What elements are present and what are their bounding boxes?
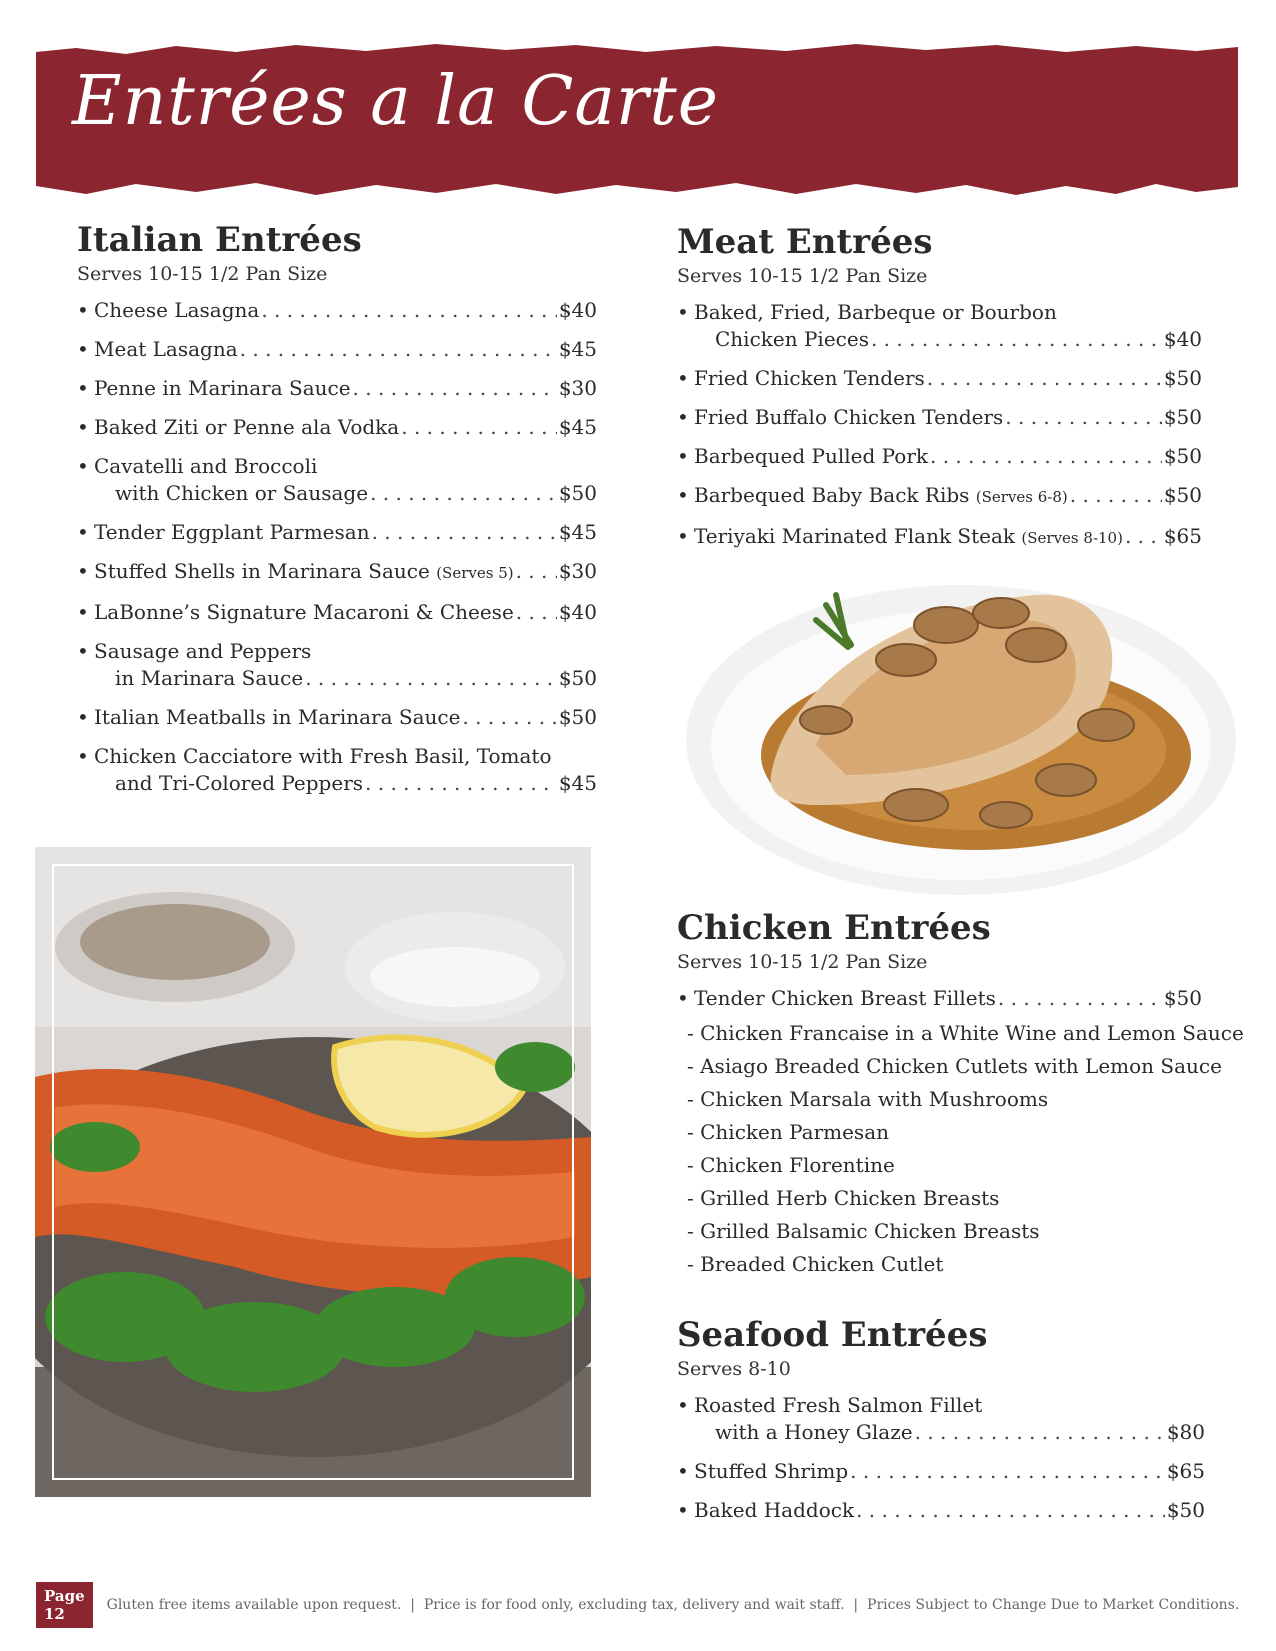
menu-item: • Fried Buffalo Chicken Tenders . . . $50 <box>677 404 1202 431</box>
list-item: - Asiago Breaded Chicken Cutlets with Lemon Sauce <box>687 1054 1222 1079</box>
meat-subtitle: Serves 10-15 1/2 Pan Size <box>677 265 928 288</box>
menu-item: • Baked, Fried, Barbeque or Bourbon Chicken Pieces . . . $40 <box>677 299 1202 353</box>
menu-item: • Teriyaki Marinated Flank Steak (Serves 8-10) . . . $65 <box>677 523 1202 552</box>
menu-item: • Cheese Lasagna . . . $40 <box>77 297 597 324</box>
menu-item: • Barbequed Pulled Pork . . . $50 <box>677 443 1202 470</box>
menu-item: • Italian Meatballs in Marinara Sauce . . . $50 <box>77 704 597 731</box>
meat-title: Meat Entrées <box>677 222 933 262</box>
italian-items <box>77 297 597 797</box>
chicken-subtitle: Serves 10-15 1/2 Pan Size <box>677 951 928 974</box>
page-title: Entrées a la Carte <box>72 62 719 141</box>
menu-item: • Baked Ziti or Penne ala Vodka . . . $45 <box>77 414 597 441</box>
list-item: - Grilled Balsamic Chicken Breasts <box>687 1219 1040 1244</box>
menu-item: • Chicken Cacciatore with Fresh Basil, Tomato and Tri-Colored Peppers . . . $45 <box>77 743 597 797</box>
meat-items <box>677 299 1202 552</box>
menu-item: • Tender Eggplant Parmesan . . . $45 <box>77 519 597 546</box>
menu-item: • Baked Haddock . . . $50 <box>677 1497 1205 1524</box>
list-item: - Chicken Marsala with Mushrooms <box>687 1087 1049 1112</box>
chicken-items <box>677 985 1202 1012</box>
footer-note: Gluten free items available upon request. | Price is for food only, excluding tax, delivery and wait staff. | Prices Subject to Change Due to Market Conditions. <box>106 1597 1240 1613</box>
menu-item: • Stuffed Shells in Marinara Sauce (Serves 5) . . . $30 <box>77 558 597 587</box>
chicken-section <box>677 908 1244 1284</box>
list-item: - Chicken Florentine <box>687 1153 895 1178</box>
seafood-section <box>677 1317 1205 1536</box>
menu-item: • Roasted Fresh Salmon Fillet with a Honey Glaze . . . $80 <box>677 1392 1205 1446</box>
page-footer <box>36 1587 1240 1623</box>
menu-item: • Meat Lasagna . . . $45 <box>77 336 597 363</box>
list-item: - Chicken Parmesan <box>687 1120 890 1145</box>
menu-item: • Penne in Marinara Sauce . . . $30 <box>77 375 597 402</box>
menu-item: • LaBonne’s Signature Macaroni & Cheese . . . $40 <box>77 599 597 626</box>
meat-section <box>677 224 1202 564</box>
menu-item: • Sausage and Peppers in Marinara Sauce . . . $50 <box>77 638 597 692</box>
menu-item: • Tender Chicken Breast Fillets . . . $50 <box>677 985 1202 1012</box>
menu-item: • Stuffed Shrimp . . . $65 <box>677 1458 1205 1485</box>
seafood-subtitle: Serves 8-10 <box>677 1358 791 1381</box>
list-item: - Chicken Francaise in a White Wine and Lemon Sauce <box>687 1021 1244 1046</box>
menu-item: • Cavatelli and Broccoli with Chicken or Sausage . . . $50 <box>77 453 597 507</box>
seafood-title: Seafood Entrées <box>677 1315 988 1355</box>
menu-item: • Barbequed Baby Back Ribs (Serves 6-8) . . . $50 <box>677 482 1202 511</box>
list-item: - Breaded Chicken Cutlet <box>687 1252 944 1277</box>
chicken-marsala-photo <box>676 565 1236 905</box>
seafood-items <box>677 1392 1205 1524</box>
italian-title: Italian Entrées <box>77 220 362 260</box>
page-number-badge: Page 12 <box>36 1582 93 1628</box>
italian-section <box>77 222 597 809</box>
chicken-title: Chicken Entrées <box>677 908 991 948</box>
menu-item: • Fried Chicken Tenders . . . $50 <box>677 365 1202 392</box>
italian-subtitle: Serves 10-15 1/2 Pan Size <box>77 263 328 286</box>
list-item: - Grilled Herb Chicken Breasts <box>687 1186 1000 1211</box>
chicken-options <box>677 1020 1244 1278</box>
salmon-photo <box>35 847 591 1497</box>
